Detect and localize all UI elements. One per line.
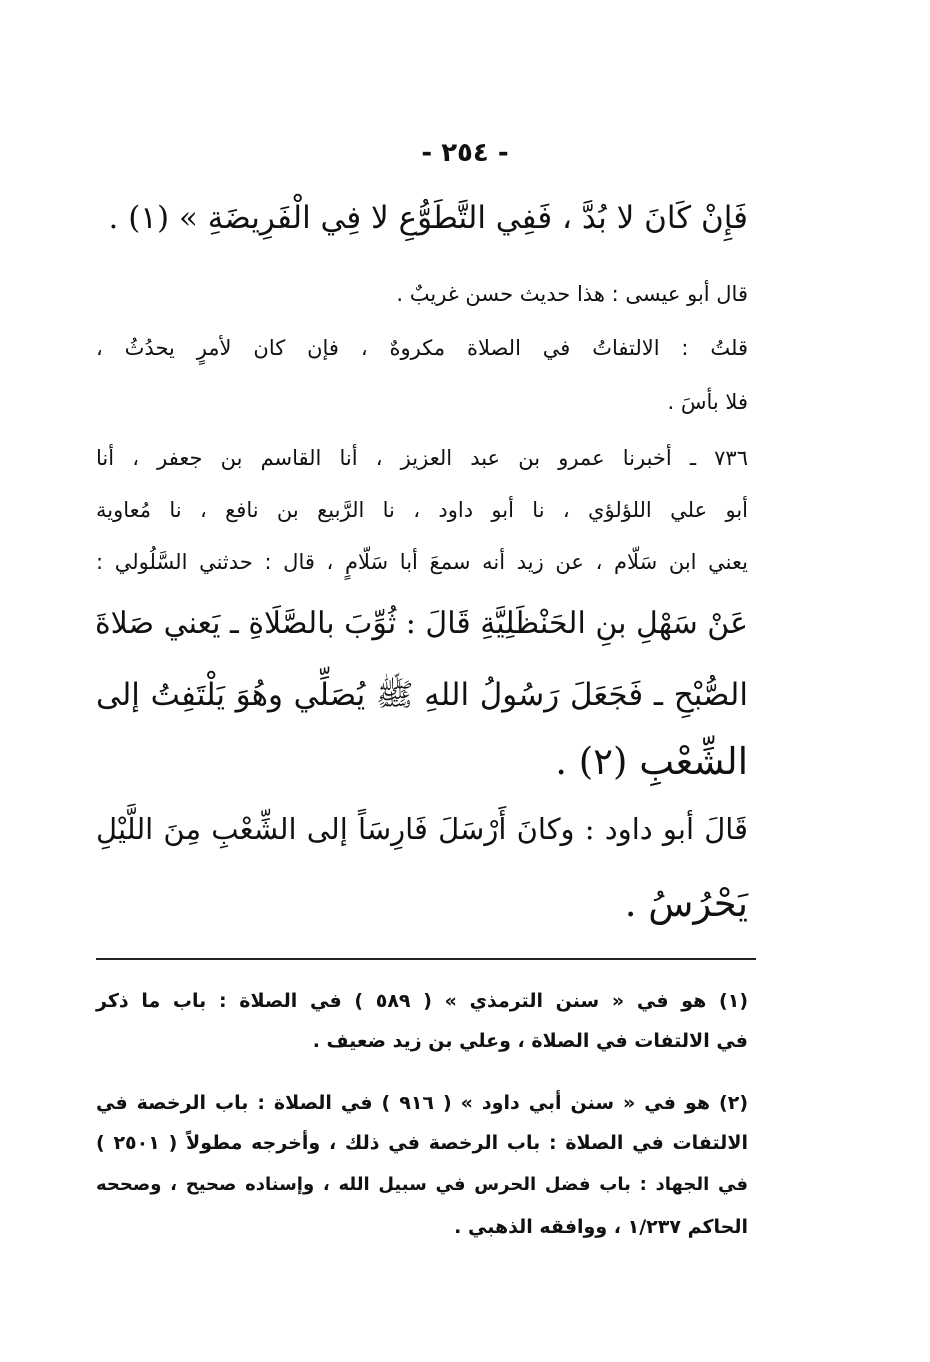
isnad-line-3: يعني ابن سَلّام ، عن زيد أنه سمعَ أبا سَلّامٍ ، قال : حدثني السَّلُولي :: [96, 550, 748, 574]
footnote-1-line-2: في الالتفات في الصلاة ، وعلي بن زيد ضعيف .: [312, 1030, 748, 1052]
hadith-text-line-4: الشِّعْبِ (٢) .: [555, 740, 748, 783]
hadith-text-line-5: قَالَ أبو داود : وكانَ أَرْسَلَ فَارِسَاً إلى الشِّعْبِ مِنَ اللَّيْلِ: [96, 812, 748, 846]
page-number: - ٢٥٤ -: [421, 138, 509, 168]
footnote-divider: [96, 958, 756, 960]
footnote-1-line-1: (١) هو في « سنن الترمذي » ( ٥٨٩ ) في الصلاة : باب ما ذكر: [96, 990, 748, 1012]
hadith-text-line-6: يَحْرُسُ .: [624, 882, 748, 925]
hadith-text-line-1: فَإِنْ كَانَ لا بُدَّ ، فَفِي التَّطَوُّعِ لا فِي الْفَرِيضَةِ » (١) .: [108, 200, 748, 236]
author-note-line-1: قلتُ : الالتفاتُ في الصلاة مكروهٌ ، فإن كان لأمرٍ يحدُثُ ،: [96, 336, 748, 360]
footnote-2-line-4: الحاكم ١/٢٣٧ ، ووافقه الذهبي .: [454, 1216, 748, 1238]
isnad-line-1: ٧٣٦ ـ أخبرنا عمرو بن عبد العزيز ، أنا القاسم بن جعفر ، أنا: [96, 446, 748, 470]
hadith-text-line-2: عَنْ سَهْلِ بنِ الحَنْظَلِيَّةِ قَالَ : ثُوِّبَ بالصَّلَاةِ ـ يَعني صَلاةَ: [94, 606, 748, 641]
footnote-2-line-3: في الجهاد : باب فضل الحرس في سبيل الله ، وإسناده صحيح ، وصححه: [96, 1174, 748, 1195]
footnote-2-line-1: (٢) هو في « سنن أبي داود » ( ٩١٦ ) في الصلاة : باب الرخصة في: [96, 1092, 748, 1114]
author-note-line-2: فلا بأسَ .: [667, 390, 748, 414]
isnad-line-2: أبو علي اللؤلؤي ، نا أبو داود ، نا الرَّبيع بن نافع ، نا مُعاوية: [96, 498, 748, 522]
hadith-text-line-3: الصُّبْحِ ـ فَجَعَلَ رَسُولُ اللهِ ﷺ يُصَلِّي وهُوَ يَلْتَفِتُ إلى: [96, 677, 748, 713]
footnote-2-line-2: الالتفات في الصلاة : باب الرخصة في ذلك ، وأخرجه مطولاً ( ٢٥٠١ ): [96, 1132, 748, 1154]
abu-isa-comment: قال أبو عيسى : هذا حديث حسن غريبٌ .: [396, 282, 748, 306]
